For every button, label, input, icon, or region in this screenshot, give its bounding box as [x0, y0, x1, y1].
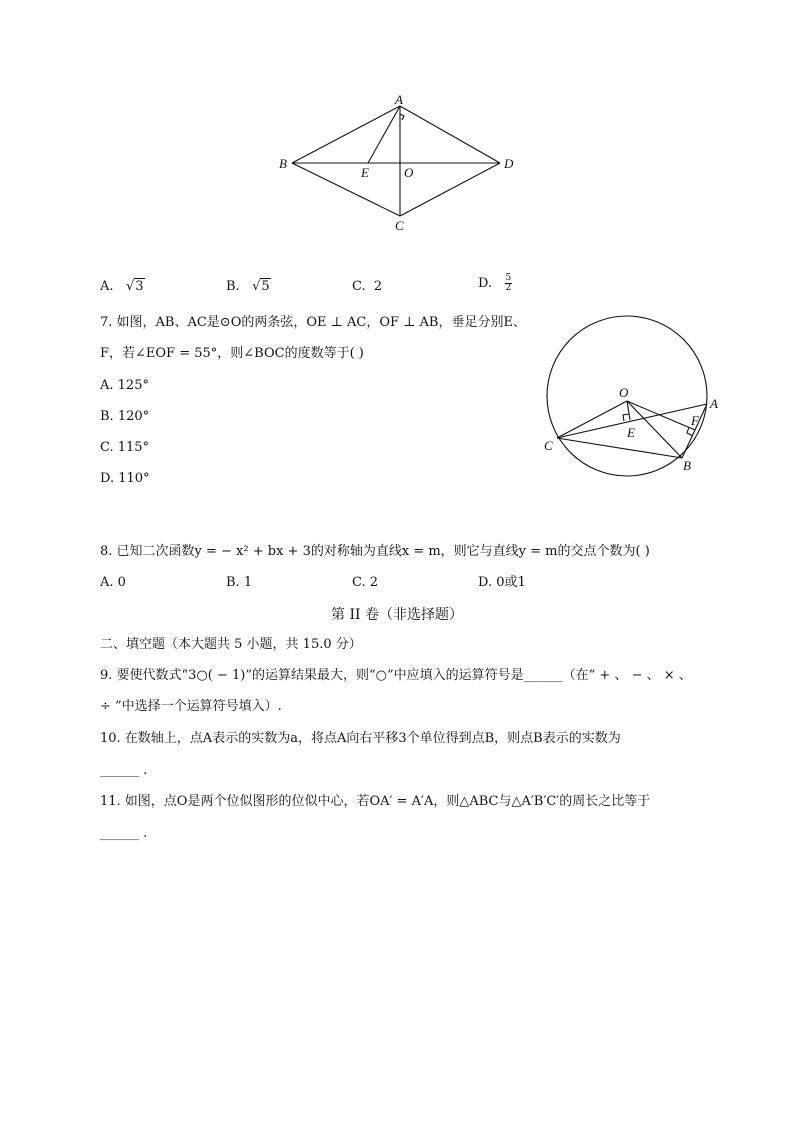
q7-option-a: A. 125°	[100, 378, 149, 393]
q6-option-a: A. √3	[100, 279, 144, 294]
radius-OB	[627, 401, 682, 458]
q11-answer-blank: ______ .	[100, 826, 148, 841]
chord-CB	[557, 438, 682, 458]
q7-option-b: B. 120°	[100, 409, 150, 424]
q10-answer-blank: ______ .	[100, 763, 148, 778]
q8-option-c: C. 2	[352, 575, 379, 590]
section-heading: 二、填空题（本大题共 5 小题，共 15.0 分）	[100, 637, 362, 652]
q8-option-d: D. 0或1	[478, 575, 526, 590]
label-A: A	[395, 92, 403, 107]
radius-OC	[557, 401, 627, 438]
right-angle-mark-E	[623, 414, 629, 421]
q6-option-d: D. $\frac{5}{2}$	[478, 273, 512, 293]
label-C: C	[395, 218, 404, 233]
q7-option-d: D. 110°	[100, 471, 150, 486]
label-B: B	[683, 458, 691, 473]
q8-option-b: B. 1	[226, 575, 253, 590]
q11-line1: 11. 如图，点O是两个位似图形的位似中心，若OA′ = A′A，则△ABC与△A′B′C′的周长之比等于	[100, 794, 651, 809]
label-O: O	[404, 165, 414, 180]
q6-option-c: C. 2	[352, 279, 383, 294]
q9-line1: 9. 要使代数式“3○( − 1)”的运算结果最大，则“○”中应填入的运算符号是______（在“ + 、 − 、 × 、	[100, 668, 692, 683]
q6-option-b: B. √5	[226, 279, 270, 294]
label-E: E	[361, 165, 369, 180]
segment-DC	[400, 163, 500, 216]
q8-option-a: A. 0	[100, 575, 126, 590]
label-A: A	[710, 396, 718, 411]
label-O: O	[619, 385, 629, 400]
q7-option-c: C. 115°	[100, 440, 150, 455]
q7-stem-line2: F，若∠EOF = 55°，则∠BOC的度数等于( )	[100, 346, 364, 361]
part-title: 第 II 卷（非选择题）	[331, 607, 463, 623]
q8-stem: 8. 已知二次函数y = − x² + bx + 3的对称轴为直线x = m，则它与直线y = m的交点个数为( )	[100, 544, 650, 559]
q9-line2: ÷ ”中选择一个运算符号填入）.	[100, 699, 282, 714]
label-F: F	[691, 413, 699, 428]
circle-figure	[535, 310, 735, 485]
label-C: C	[544, 438, 553, 453]
q7-stem-line1: 7. 如图，AB、AC是⊙O的两条弦，OE ⊥ AC，OF ⊥ AB，垂足分别E、	[100, 315, 526, 330]
right-angle-mark	[400, 114, 404, 120]
label-E: E	[627, 425, 635, 440]
label-B: B	[279, 156, 287, 171]
rhombus-figure	[270, 92, 530, 242]
q10-line1: 10. 在数轴上，点A表示的实数为a，将点A向右平移3个单位得到点B，则点B表示的实数为	[100, 731, 621, 746]
segment-OF	[627, 401, 695, 430]
label-D: D	[504, 156, 514, 171]
segment-BC	[292, 163, 400, 216]
segment-AD	[400, 106, 500, 163]
